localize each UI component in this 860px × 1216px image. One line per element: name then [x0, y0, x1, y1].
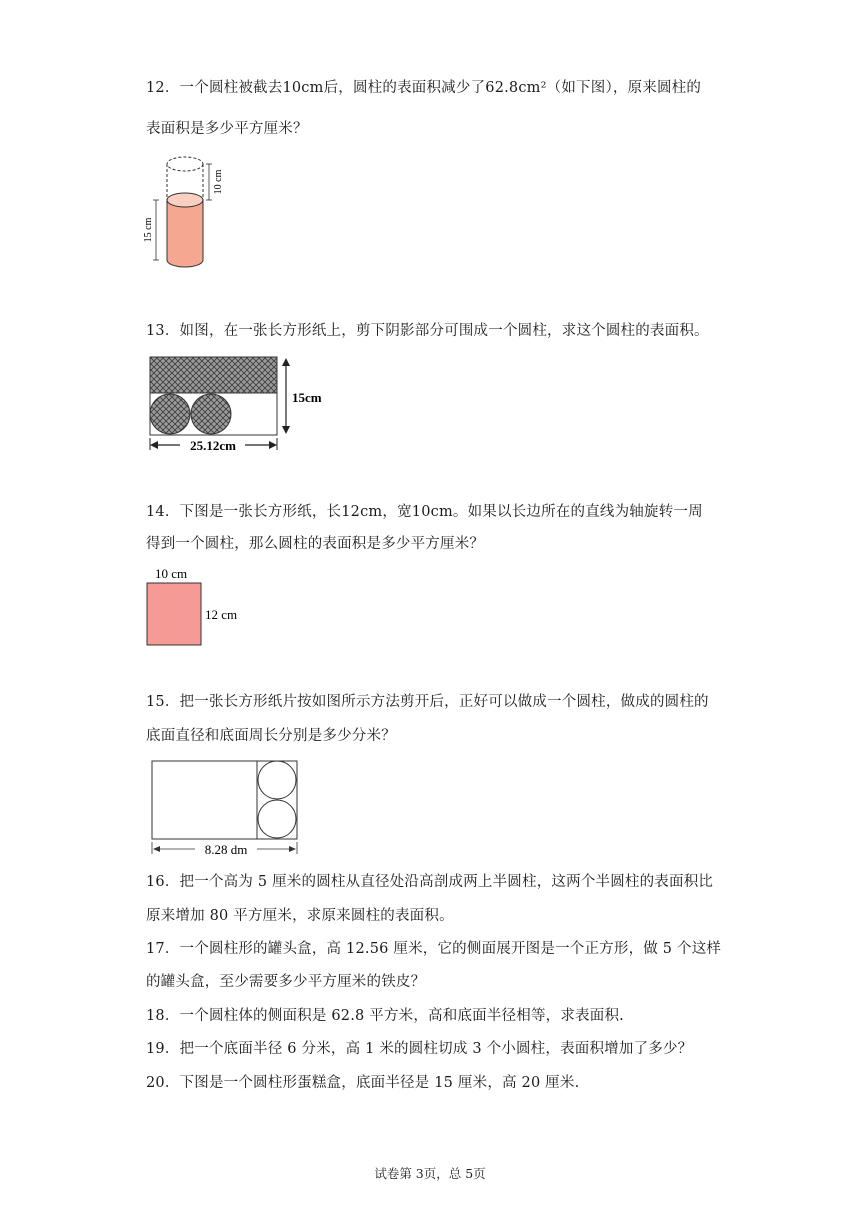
- question-14-line-2: 得到一个圆柱，那么圆柱的表面积是多少平方厘米？: [146, 536, 485, 552]
- label-15cm: 15 cm: [143, 217, 154, 243]
- circle-bottom: [258, 800, 296, 838]
- figure-12-cylinder: [145, 152, 235, 277]
- question-12-line-2: 表面积是多少平方厘米？: [146, 121, 308, 137]
- label-12cm-height: 12 cm: [205, 607, 238, 622]
- question-20-line-1: 20．下图是一个圆柱形蛋糕盒，底面半径是 15 厘米，高 20 厘米.: [146, 1075, 580, 1091]
- cylinder-body: [167, 200, 203, 267]
- question-15-line-2: 底面直径和底面周长分别是多少分米？: [146, 728, 396, 744]
- question-16-line-1: 16．把一个高为 5 厘米的圆柱从直径处沿高剖成两上半圆柱，这两个半圆柱的表面积比: [146, 874, 714, 890]
- figure-15-cut-paper: [145, 758, 305, 860]
- figure-14-rectangle: [145, 563, 255, 651]
- label-10cm-width: 10 cm: [155, 566, 188, 581]
- question-18-line-1: 18．一个圆柱体的侧面积是 62.8 平方米，高和底面半径相等，求表面积.: [146, 1008, 624, 1024]
- question-17-line-1: 17．一个圆柱形的罐头盒，高 12.56 厘米，它的侧面展开图是一个正方形，做 5 个这样: [146, 941, 722, 957]
- question-17-line-2: 的罐头盒，至少需要多少平方厘米的铁皮？: [146, 974, 426, 990]
- question-19-line-1: 19．把一个底面半径 6 分米，高 1 米的圆柱切成 3 个小圆柱，表面积增加了多少？: [146, 1041, 693, 1057]
- label-25-12cm: 25.12cm: [190, 438, 236, 453]
- cylinder-top: [167, 193, 203, 207]
- question-15-line-1: 15．把一张长方形纸片按如图所示方法剪开后，正好可以做成一个圆柱，做成的圆柱的: [146, 694, 709, 710]
- label-10cm: 10 cm: [213, 169, 224, 195]
- page-footer: 试卷第 3页，总 5页: [374, 1166, 486, 1181]
- shaded-rectangle: [150, 357, 277, 393]
- circle-top: [258, 761, 296, 799]
- question-12-line-1: 12．一个圆柱被截去10cm后，圆柱的表面积减少了62.8cm²（如下图），原来圆柱的: [146, 80, 702, 96]
- shaded-circle-right: [191, 394, 231, 434]
- question-14-line-1: 14．下图是一张长方形纸，长12cm，宽10cm。如果以长边所在的直线为轴旋转一周: [146, 504, 703, 520]
- label-8-28dm: 8.28 dm: [204, 842, 248, 857]
- shaded-circle-left: [150, 394, 190, 434]
- pink-rectangle: [147, 583, 201, 645]
- label-15cm-height: 15cm: [292, 390, 322, 405]
- question-16-line-2: 原来增加 80 平方厘米，求原来圆柱的表面积。: [146, 908, 454, 924]
- question-13-line-1: 13．如图，在一张长方形纸上，剪下阴影部分可围成一个圆柱，求这个圆柱的表面积。: [146, 323, 709, 339]
- figure-13-paper: [145, 352, 325, 457]
